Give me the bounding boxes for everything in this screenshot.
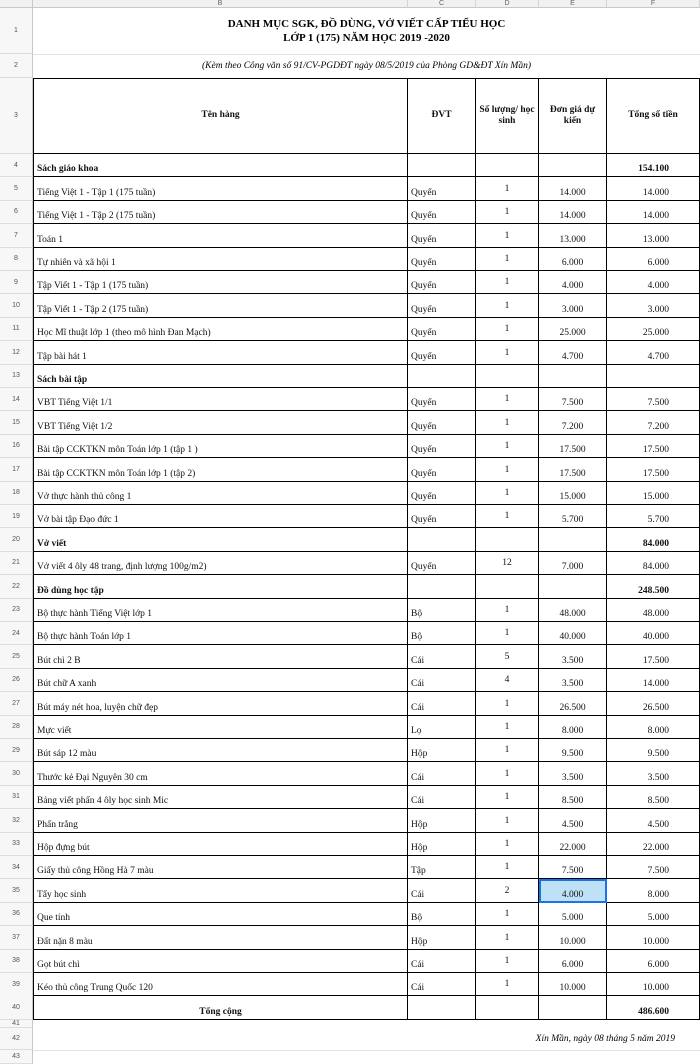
item-name-cell[interactable]: VBT Tiếng Việt 1/2 (33, 411, 408, 434)
item-unit-cell[interactable] (408, 575, 476, 598)
row-number[interactable]: 5 (0, 177, 33, 200)
item-qty-cell[interactable] (476, 528, 539, 551)
item-unit-cell[interactable]: Quyển (408, 341, 476, 364)
item-price-cell[interactable]: 17.500 (539, 458, 607, 481)
item-unit-cell[interactable]: Hộp (408, 926, 476, 949)
row-number[interactable]: 38 (0, 950, 33, 973)
item-total-cell[interactable]: 14.000 (607, 177, 700, 200)
qty-value: 1 (504, 511, 510, 522)
item-name-cell[interactable]: Tập Viết 1 - Tập 2 (175 tuần) (33, 294, 408, 317)
qty-value: 1 (504, 230, 510, 241)
item-qty-cell[interactable] (476, 645, 539, 668)
item-price-cell[interactable]: 26.500 (539, 692, 607, 715)
item-total-cell[interactable]: 8.000 (607, 716, 700, 739)
item-total-cell[interactable]: 13.000 (607, 224, 700, 247)
item-total-cell[interactable]: 25.000 (607, 318, 700, 341)
item-unit-cell[interactable]: Quyển (408, 177, 476, 200)
header-price[interactable]: Đơn giá dự kiến (539, 78, 607, 154)
item-name-cell[interactable]: Bút chì 2 B (33, 645, 408, 668)
qty-value: 1 (504, 721, 510, 732)
qty-value: 1 (504, 417, 510, 428)
qty-value: 1 (504, 862, 510, 873)
item-total-cell[interactable]: 6.000 (607, 950, 700, 973)
item-price-cell[interactable]: 7.000 (539, 552, 607, 575)
item-qty-cell[interactable] (476, 365, 539, 388)
item-unit-cell[interactable]: Cái (408, 669, 476, 692)
row-number[interactable]: 22 (0, 575, 33, 598)
item-total-cell[interactable]: 40.000 (607, 622, 700, 645)
qty-value: 1 (504, 394, 510, 405)
qty-value: 1 (504, 768, 510, 779)
row-number[interactable]: 33 (0, 833, 33, 856)
item-unit-cell[interactable]: Cái (408, 692, 476, 715)
item-price-cell[interactable]: 13.000 (539, 224, 607, 247)
row-number[interactable]: 20 (0, 528, 33, 551)
item-price-cell[interactable]: 4.000 (539, 879, 607, 902)
item-unit-cell[interactable]: Quyển (408, 411, 476, 434)
item-unit-cell[interactable]: Tập (408, 856, 476, 879)
item-total-cell[interactable]: 84.000 (607, 552, 700, 575)
row-number[interactable]: 36 (0, 903, 33, 926)
row-number[interactable]: 34 (0, 856, 33, 879)
item-name-cell[interactable]: Toán 1 (33, 224, 408, 247)
item-total-cell[interactable]: 154.100 (607, 154, 700, 177)
item-qty-cell[interactable] (476, 786, 539, 809)
row-number[interactable]: 26 (0, 669, 33, 692)
item-name-cell[interactable]: Tiếng Việt 1 - Tập 1 (175 tuần) (33, 177, 408, 200)
item-qty-cell[interactable] (476, 318, 539, 341)
qty-value: 1 (504, 487, 510, 498)
item-unit-cell[interactable]: Cái (408, 879, 476, 902)
row-number[interactable]: 9 (0, 271, 33, 294)
item-price-cell[interactable]: 25.000 (539, 318, 607, 341)
item-unit-cell[interactable]: Hộp (408, 809, 476, 832)
item-total-cell[interactable]: 15.000 (607, 482, 700, 505)
signature-date[interactable]: Xín Mần, ngày 08 tháng 5 năm 2019 (33, 1028, 700, 1051)
item-total-cell[interactable]: 10.000 (607, 973, 700, 996)
item-qty-cell[interactable] (476, 154, 539, 177)
item-unit-cell[interactable]: Hộp (408, 739, 476, 762)
item-price-cell[interactable]: 15.000 (539, 482, 607, 505)
item-unit-cell[interactable]: Cái (408, 950, 476, 973)
title-line-1: DANH MỤC SGK, ĐỒ DÙNG, VỞ VIẾT CẤP TIỂU HỌC (227, 18, 506, 30)
item-total-cell[interactable]: 14.000 (607, 201, 700, 224)
qty-value: 1 (504, 745, 510, 756)
item-name-cell[interactable]: VBT Tiếng Việt 1/1 (33, 388, 408, 411)
row-number[interactable]: 6 (0, 201, 33, 224)
row-number[interactable]: 27 (0, 692, 33, 715)
item-qty-cell[interactable] (476, 575, 539, 598)
item-qty-cell[interactable] (476, 833, 539, 856)
row-number[interactable]: 40 (0, 995, 33, 1020)
item-name-cell[interactable]: Bút máy nét hoa, luyện chữ đẹp (33, 692, 408, 715)
item-name-cell[interactable]: Bút sáp 12 màu (33, 739, 408, 762)
item-unit-cell[interactable]: Quyển (408, 482, 476, 505)
item-total-cell[interactable]: 7.500 (607, 856, 700, 879)
qty-value: 1 (504, 932, 510, 943)
row-number[interactable]: 42 (0, 1028, 33, 1050)
item-price-cell[interactable] (539, 365, 607, 388)
qty-value: 1 (504, 300, 510, 311)
item-qty-cell[interactable] (476, 458, 539, 481)
row-number[interactable]: 23 (0, 599, 33, 622)
item-price-cell[interactable]: 3.500 (539, 645, 607, 668)
row-number[interactable]: 19 (0, 505, 33, 528)
item-price-cell[interactable]: 14.000 (539, 201, 607, 224)
row-number[interactable]: 30 (0, 762, 33, 785)
item-name-cell[interactable]: Hộp đựng bút (33, 833, 408, 856)
item-qty-cell[interactable] (476, 482, 539, 505)
item-unit-cell[interactable]: Quyển (408, 224, 476, 247)
item-price-cell[interactable]: 5.700 (539, 505, 607, 528)
item-total-cell[interactable]: 4.700 (607, 341, 700, 364)
item-qty-cell[interactable] (476, 224, 539, 247)
header-qty[interactable]: Số lượng/ học sinh (476, 78, 539, 154)
row-number[interactable]: 24 (0, 622, 33, 645)
item-qty-cell[interactable] (476, 762, 539, 785)
section-header-cell[interactable]: Vở viết (33, 528, 408, 551)
row-number[interactable]: 8 (0, 248, 33, 271)
row-number[interactable]: 39 (0, 973, 33, 996)
item-total-cell[interactable]: 7.500 (607, 388, 700, 411)
item-unit-cell[interactable]: Lọ (408, 716, 476, 739)
item-price-cell[interactable]: 40.000 (539, 622, 607, 645)
item-qty-cell[interactable] (476, 903, 539, 926)
row-number[interactable]: 43 (0, 1050, 33, 1064)
row-number[interactable]: 4 (0, 154, 33, 177)
item-total-cell[interactable]: 9.500 (607, 739, 700, 762)
qty-value: 12 (502, 558, 512, 569)
column-header-e[interactable]: E (539, 0, 607, 8)
item-total-cell[interactable]: 7.200 (607, 411, 700, 434)
item-name-cell[interactable]: Tập bài hát 1 (33, 341, 408, 364)
column-header-c[interactable]: C (408, 0, 476, 8)
column-header-d[interactable]: D (476, 0, 539, 8)
item-name-cell[interactable]: Đất nặn 8 màu (33, 926, 408, 949)
row-number[interactable]: 2 (0, 54, 33, 78)
qty-value: 1 (504, 253, 510, 264)
item-unit-cell[interactable]: Quyển (408, 458, 476, 481)
item-total-cell[interactable]: 4.500 (607, 809, 700, 832)
row-number[interactable]: 21 (0, 552, 33, 575)
row-number[interactable]: 17 (0, 458, 33, 481)
select-all-corner[interactable] (0, 0, 33, 8)
item-name-cell[interactable]: Bộ thực hành Tiếng Việt lớp 1 (33, 599, 408, 622)
item-qty-cell[interactable] (476, 973, 539, 996)
item-total-cell[interactable]: 5.000 (607, 903, 700, 926)
item-total-cell[interactable]: 84.000 (607, 528, 700, 551)
item-price-cell[interactable]: 4.500 (539, 809, 607, 832)
item-price-cell[interactable]: 14.000 (539, 177, 607, 200)
item-total-cell[interactable]: 8.000 (607, 879, 700, 902)
qty-value: 1 (504, 979, 510, 990)
item-name-cell[interactable]: Tiếng Việt 1 - Tập 2 (175 tuần) (33, 201, 408, 224)
item-total-cell[interactable]: 248.500 (607, 575, 700, 598)
item-price-cell[interactable]: 7.500 (539, 856, 607, 879)
item-price-cell[interactable] (539, 528, 607, 551)
item-price-cell[interactable] (539, 575, 607, 598)
item-price-cell[interactable]: 8.000 (539, 716, 607, 739)
item-name-cell[interactable]: Bài tập CCKTKN môn Toán lớp 1 (tập 2) (33, 458, 408, 481)
item-name-cell[interactable]: Bảng viết phấn 4 ôly học sinh Mic (33, 786, 408, 809)
item-unit-cell[interactable]: Quyển (408, 271, 476, 294)
qty-value: 1 (504, 324, 510, 335)
item-total-cell[interactable]: 14.000 (607, 669, 700, 692)
item-qty-cell[interactable] (476, 435, 539, 458)
item-name-cell[interactable]: Mực viết (33, 716, 408, 739)
qty-value: 1 (504, 698, 510, 709)
header-unit[interactable]: ĐVT (408, 78, 476, 154)
item-unit-cell[interactable]: Cái (408, 973, 476, 996)
item-unit-cell[interactable]: Cái (408, 762, 476, 785)
item-total-cell[interactable]: 8.500 (607, 786, 700, 809)
row-number[interactable]: 18 (0, 482, 33, 505)
item-price-cell[interactable]: 9.500 (539, 739, 607, 762)
item-total-cell[interactable] (607, 365, 700, 388)
item-qty-cell[interactable] (476, 809, 539, 832)
qty-value: 1 (504, 792, 510, 803)
item-qty-cell[interactable] (476, 669, 539, 692)
item-price-cell[interactable]: 6.000 (539, 248, 607, 271)
total-qty-cell[interactable] (476, 995, 539, 1020)
item-qty-cell[interactable] (476, 552, 539, 575)
item-price-cell[interactable]: 6.000 (539, 950, 607, 973)
item-qty-cell[interactable] (476, 248, 539, 271)
item-price-cell[interactable]: 5.000 (539, 903, 607, 926)
item-name-cell[interactable]: Que tính (33, 903, 408, 926)
row-number[interactable]: 14 (0, 388, 33, 411)
item-unit-cell[interactable]: Bộ (408, 599, 476, 622)
qty-value: 1 (504, 838, 510, 849)
item-price-cell[interactable]: 10.000 (539, 973, 607, 996)
row-number[interactable]: 15 (0, 411, 33, 434)
item-name-cell[interactable]: Thước kẻ Đại Nguyên 30 cm (33, 762, 408, 785)
item-price-cell[interactable]: 10.000 (539, 926, 607, 949)
qty-value: 1 (504, 347, 510, 358)
row-number[interactable]: 37 (0, 926, 33, 949)
item-name-cell[interactable]: Tự nhiên và xã hội 1 (33, 248, 408, 271)
item-qty-cell[interactable] (476, 341, 539, 364)
item-name-cell[interactable]: Bộ thực hành Toán lớp 1 (33, 622, 408, 645)
qty-value: 1 (504, 604, 510, 615)
qty-value: 5 (504, 651, 510, 662)
item-total-cell[interactable]: 4.000 (607, 271, 700, 294)
header-total[interactable]: Tổng số tiền (607, 78, 700, 154)
item-unit-cell[interactable]: Cái (408, 786, 476, 809)
item-total-cell[interactable]: 17.500 (607, 435, 700, 458)
item-name-cell[interactable]: Gọt bút chì (33, 950, 408, 973)
item-name-cell[interactable]: Vở viết 4 ôly 48 trang, định lượng 100g/m2) (33, 552, 408, 575)
item-total-cell[interactable]: 22.000 (607, 833, 700, 856)
qty-value: 2 (504, 885, 510, 896)
item-name-cell[interactable]: Vở thực hành thủ công 1 (33, 482, 408, 505)
section-header-cell[interactable]: Sách giáo khoa (33, 154, 408, 177)
item-total-cell[interactable]: 48.000 (607, 599, 700, 622)
total-unit-cell[interactable] (408, 995, 476, 1020)
item-qty-cell[interactable] (476, 739, 539, 762)
qty-value: 1 (504, 628, 510, 639)
qty-value: 1 (504, 464, 510, 475)
section-header-cell[interactable]: Sách bài tập (33, 365, 408, 388)
item-unit-cell[interactable]: Quyển (408, 248, 476, 271)
item-total-cell[interactable]: 3.500 (607, 762, 700, 785)
item-unit-cell[interactable] (408, 528, 476, 551)
item-qty-cell[interactable] (476, 505, 539, 528)
item-qty-cell[interactable] (476, 856, 539, 879)
item-price-cell[interactable]: 3.000 (539, 294, 607, 317)
row-number[interactable]: 10 (0, 294, 33, 317)
item-total-cell[interactable]: 3.000 (607, 294, 700, 317)
item-total-cell[interactable]: 10.000 (607, 926, 700, 949)
qty-value: 1 (504, 183, 510, 194)
item-unit-cell[interactable]: Hộp (408, 833, 476, 856)
item-qty-cell[interactable] (476, 926, 539, 949)
item-unit-cell[interactable]: Quyển (408, 552, 476, 575)
row-number[interactable]: 13 (0, 365, 33, 388)
item-qty-cell[interactable] (476, 411, 539, 434)
row-number[interactable]: 25 (0, 645, 33, 668)
item-name-cell[interactable]: Bút chữ A xanh (33, 669, 408, 692)
item-unit-cell[interactable]: Bộ (408, 622, 476, 645)
header-name[interactable]: Tên hàng (33, 78, 408, 154)
row-number[interactable]: 29 (0, 739, 33, 762)
item-name-cell[interactable]: Học Mĩ thuật lớp 1 (theo mô hình Đan Mạch) (33, 318, 408, 341)
item-unit-cell[interactable] (408, 365, 476, 388)
item-qty-cell[interactable] (476, 599, 539, 622)
item-price-cell[interactable]: 7.500 (539, 388, 607, 411)
item-name-cell[interactable]: Bài tập CCKTKN môn Toán lớp 1 (tập 1 ) (33, 435, 408, 458)
document-subtitle[interactable]: (Kèm theo Công văn số 91/CV-PGDĐT ngày 08/5/2019 của Phòng GD&ĐT Xín Mần) (33, 54, 700, 79)
title-line-2: LỚP 1 (175) NĂM HỌC 2019 -2020 (283, 32, 450, 44)
row-number[interactable]: 7 (0, 224, 33, 247)
qty-value: 1 (504, 441, 510, 452)
item-price-cell[interactable]: 7.200 (539, 411, 607, 434)
qty-value: 1 (504, 955, 510, 966)
item-qty-cell[interactable] (476, 622, 539, 645)
item-price-cell[interactable]: 3.500 (539, 762, 607, 785)
item-unit-cell[interactable]: Quyển (408, 388, 476, 411)
item-qty-cell[interactable] (476, 692, 539, 715)
row-number[interactable]: 1 (0, 8, 33, 54)
item-unit-cell[interactable] (408, 154, 476, 177)
row-number[interactable]: 28 (0, 716, 33, 739)
row-number[interactable]: 3 (0, 78, 33, 154)
item-qty-cell[interactable] (476, 950, 539, 973)
qty-value: 1 (504, 207, 510, 218)
row-number[interactable]: 32 (0, 809, 33, 832)
item-total-cell[interactable]: 26.500 (607, 692, 700, 715)
column-header-b[interactable]: B (33, 0, 408, 8)
row-number[interactable]: 31 (0, 786, 33, 809)
item-qty-cell[interactable] (476, 716, 539, 739)
item-price-cell[interactable]: 48.000 (539, 599, 607, 622)
item-name-cell[interactable]: Phấn trắng (33, 809, 408, 832)
row-number[interactable]: 12 (0, 341, 33, 364)
item-qty-cell[interactable] (476, 388, 539, 411)
row-number[interactable]: 35 (0, 879, 33, 902)
item-unit-cell[interactable]: Quyển (408, 435, 476, 458)
item-qty-cell[interactable] (476, 879, 539, 902)
item-price-cell[interactable]: 4.000 (539, 271, 607, 294)
qty-value: 4 (504, 675, 510, 686)
item-price-cell[interactable]: 17.500 (539, 435, 607, 458)
item-price-cell[interactable]: 3.500 (539, 669, 607, 692)
qty-value: 1 (504, 277, 510, 288)
qty-value: 1 (504, 909, 510, 920)
item-name-cell[interactable]: Giấy thủ công Hồng Hà 7 màu (33, 856, 408, 879)
item-price-cell[interactable]: 22.000 (539, 833, 607, 856)
item-unit-cell[interactable]: Bộ (408, 903, 476, 926)
item-price-cell[interactable]: 4.700 (539, 341, 607, 364)
item-name-cell[interactable]: Kéo thủ công Trung Quốc 120 (33, 973, 408, 996)
item-total-cell[interactable]: 17.500 (607, 458, 700, 481)
item-name-cell[interactable]: Vở bài tập Đạo đức 1 (33, 505, 408, 528)
item-name-cell[interactable]: Tẩy học sinh (33, 879, 408, 902)
item-unit-cell[interactable]: Cái (408, 645, 476, 668)
item-qty-cell[interactable] (476, 271, 539, 294)
row-number[interactable]: 16 (0, 435, 33, 458)
item-unit-cell[interactable]: Quyển (408, 201, 476, 224)
item-price-cell[interactable] (539, 154, 607, 177)
item-name-cell[interactable]: Tập Viết 1 - Tập 1 (175 tuần) (33, 271, 408, 294)
item-total-cell[interactable]: 5.700 (607, 505, 700, 528)
item-price-cell[interactable]: 8.500 (539, 786, 607, 809)
row-number[interactable]: 41 (0, 1020, 33, 1028)
item-qty-cell[interactable] (476, 294, 539, 317)
item-unit-cell[interactable]: Quyển (408, 505, 476, 528)
column-header-f[interactable]: F (607, 0, 700, 8)
item-total-cell[interactable]: 17.500 (607, 645, 700, 668)
item-unit-cell[interactable]: Quyển (408, 318, 476, 341)
total-label[interactable]: Tổng cộng (33, 995, 408, 1020)
total-amount[interactable]: 486.600 (607, 995, 700, 1020)
qty-value: 1 (504, 815, 510, 826)
document-title[interactable] (33, 8, 700, 55)
item-qty-cell[interactable] (476, 177, 539, 200)
item-total-cell[interactable]: 6.000 (607, 248, 700, 271)
total-price-cell[interactable] (539, 995, 607, 1020)
row-number[interactable]: 11 (0, 318, 33, 341)
item-qty-cell[interactable] (476, 201, 539, 224)
section-header-cell[interactable]: Đồ dùng học tập (33, 575, 408, 598)
item-unit-cell[interactable]: Quyển (408, 294, 476, 317)
